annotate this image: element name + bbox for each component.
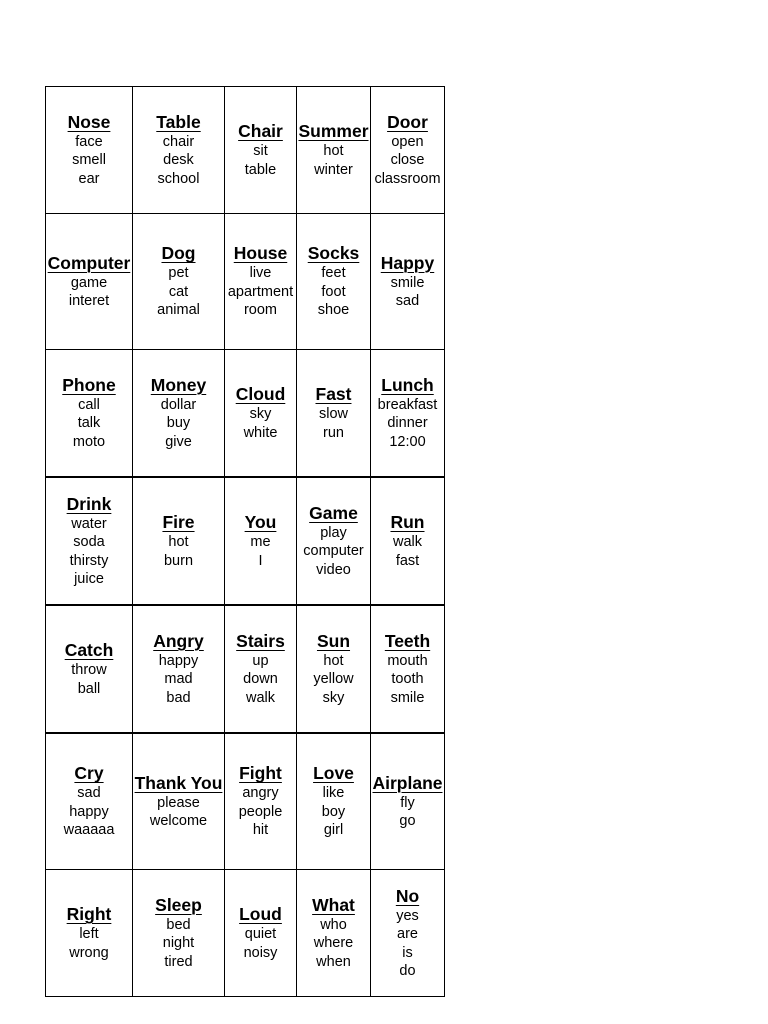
taboo-word: chair (162, 133, 195, 150)
taboo-card (297, 87, 371, 214)
card-title: Chair (238, 121, 283, 141)
card-title: Phone (62, 374, 116, 395)
card-title: No (395, 885, 420, 906)
taboo-word: classroom (374, 170, 441, 187)
taboo-word: live (249, 265, 272, 282)
taboo-word: computer (303, 543, 364, 560)
taboo-card (46, 350, 133, 478)
taboo-card (371, 87, 445, 214)
card-title: Fast (315, 384, 352, 404)
card-title: Socks (307, 243, 360, 264)
taboo-word: bad (166, 689, 191, 706)
taboo-word: face (75, 133, 103, 150)
taboo-word: ear (78, 170, 100, 187)
taboo-card (225, 214, 297, 350)
taboo-word: girl (323, 822, 344, 839)
card-title: Angry (153, 630, 204, 651)
taboo-word: pet (168, 265, 189, 282)
taboo-card (297, 350, 371, 478)
taboo-word: yellow (313, 671, 354, 688)
card-title: Door (387, 111, 428, 132)
taboo-word: moto (72, 433, 106, 450)
taboo-word: tooth (391, 671, 424, 688)
taboo-word: table (244, 161, 277, 178)
taboo-word: 12:00 (389, 433, 426, 450)
taboo-card (133, 214, 225, 350)
card-title: Loud (239, 904, 282, 924)
card-title: Love (313, 763, 354, 784)
taboo-card (297, 733, 371, 870)
taboo-word: room (243, 302, 278, 319)
taboo-word: hot (323, 143, 344, 159)
card-row (46, 733, 445, 870)
taboo-word: where (313, 935, 354, 952)
taboo-word: water (71, 515, 107, 532)
taboo-card (371, 477, 445, 605)
taboo-word: people (238, 803, 283, 820)
card-title: Teeth (384, 630, 431, 651)
taboo-word: shoe (317, 302, 350, 319)
taboo-word: walk (392, 534, 422, 550)
card-title: Stairs (236, 630, 285, 651)
taboo-word: smell (72, 152, 106, 169)
card-title: You (244, 512, 277, 532)
taboo-word: play (320, 524, 347, 541)
card-title: Thank You (134, 772, 223, 793)
taboo-word: white (243, 424, 278, 441)
taboo-word: go (399, 813, 416, 829)
taboo-word: me (250, 534, 271, 550)
taboo-word: slow (318, 406, 348, 422)
card-title: Computer (47, 252, 131, 273)
taboo-word: boy (321, 803, 346, 820)
card-title: Sun (316, 630, 351, 651)
taboo-card (133, 605, 225, 733)
card-title: Drink (66, 493, 112, 514)
card-title: Lunch (381, 374, 434, 395)
taboo-word: tired (164, 953, 193, 970)
taboo-word: mad (164, 671, 193, 688)
taboo-word: smile (390, 274, 425, 291)
taboo-card (133, 350, 225, 478)
card-title: What (312, 894, 355, 915)
taboo-word: night (162, 935, 195, 952)
taboo-word: hit (252, 822, 269, 839)
card-row (46, 870, 445, 997)
taboo-card (46, 605, 133, 733)
taboo-word: game (70, 274, 108, 291)
taboo-card (225, 605, 297, 733)
taboo-word: fly (400, 794, 415, 811)
taboo-card (46, 733, 133, 870)
card-title: Game (309, 502, 358, 523)
taboo-card (297, 870, 371, 997)
taboo-word: run (323, 424, 344, 441)
taboo-word: left (79, 926, 99, 942)
taboo-card (371, 350, 445, 478)
taboo-word: dollar (160, 396, 197, 413)
card-row (46, 214, 445, 350)
taboo-word: juice (74, 571, 104, 587)
taboo-word: apartment (227, 283, 294, 300)
card-title: Catch (64, 640, 114, 660)
taboo-card (371, 870, 445, 997)
taboo-word: dinner (387, 415, 428, 432)
taboo-card (225, 477, 297, 605)
taboo-word: like (322, 785, 345, 802)
taboo-word: angry (242, 785, 279, 802)
taboo-word: sky (322, 689, 345, 706)
card-title: Table (156, 111, 201, 132)
taboo-word: bed (166, 916, 191, 933)
taboo-word: interet (68, 293, 110, 309)
taboo-card (297, 477, 371, 605)
taboo-card (46, 214, 133, 350)
card-title: House (233, 243, 288, 264)
taboo-word: school (157, 170, 200, 187)
card-title: Cloud (235, 384, 286, 404)
taboo-card (371, 214, 445, 350)
card-title: Cry (74, 763, 104, 784)
taboo-word: please (157, 794, 200, 811)
taboo-word: are (397, 926, 418, 942)
card-title: Money (150, 374, 207, 395)
taboo-word: waaaaa (63, 822, 115, 839)
taboo-word: who (320, 916, 347, 933)
taboo-word: winter (314, 161, 353, 178)
taboo-word: close (390, 152, 425, 169)
taboo-word: sad (395, 293, 420, 309)
card-title: Fight (239, 763, 282, 784)
taboo-card (371, 733, 445, 870)
taboo-word: talk (77, 415, 101, 432)
taboo-word: smile (390, 689, 425, 706)
taboo-word: call (78, 396, 100, 413)
taboo-word: desk (163, 152, 194, 169)
card-title: Right (66, 904, 112, 924)
taboo-word: throw (71, 662, 107, 678)
taboo-word: yes (396, 907, 419, 924)
taboo-word: fast (395, 552, 420, 569)
card-title: Nose (67, 111, 111, 132)
taboo-word: down (243, 671, 278, 688)
card-title: Run (390, 512, 425, 532)
taboo-word: hot (168, 534, 189, 550)
taboo-word: welcome (149, 813, 208, 829)
taboo-word: happy (158, 652, 199, 669)
taboo-word: thirsty (69, 552, 109, 569)
taboo-card (46, 87, 133, 214)
taboo-card (46, 477, 133, 605)
card-row (46, 87, 445, 214)
taboo-word: cat (168, 283, 189, 300)
taboo-word: feet (321, 265, 346, 282)
taboo-word: walk (245, 689, 275, 706)
taboo-word: sky (249, 406, 272, 422)
taboo-word: happy (69, 803, 109, 820)
taboo-word: when (316, 953, 351, 970)
taboo-card (133, 870, 225, 997)
card-title: Sleep (155, 894, 202, 915)
taboo-word: sit (253, 143, 268, 159)
taboo-word: breakfast (377, 396, 438, 413)
card-title: Airplane (372, 772, 443, 793)
card-row (46, 350, 445, 478)
taboo-card (225, 870, 297, 997)
taboo-word: is (402, 944, 413, 961)
taboo-word: open (391, 133, 424, 150)
card-title: Fire (162, 512, 195, 532)
taboo-word: wrong (69, 944, 109, 961)
taboo-card (297, 605, 371, 733)
taboo-word: foot (321, 283, 346, 300)
taboo-card (133, 733, 225, 870)
taboo-word: animal (157, 302, 200, 319)
taboo-word: burn (163, 552, 194, 569)
card-title: Dog (161, 243, 196, 264)
taboo-card (133, 477, 225, 605)
taboo-word: give (165, 433, 192, 450)
card-row (46, 477, 445, 605)
taboo-word: noisy (243, 944, 278, 961)
card-row (46, 605, 445, 733)
taboo-word: do (399, 963, 416, 979)
taboo-word: up (252, 652, 269, 669)
taboo-card (371, 605, 445, 733)
taboo-word: hot (323, 652, 344, 669)
taboo-card (46, 870, 133, 997)
taboo-word: sad (77, 785, 101, 802)
taboo-word: video (316, 561, 351, 578)
taboo-word: ball (77, 680, 101, 697)
taboo-card-grid (45, 86, 445, 997)
taboo-word: buy (166, 415, 191, 432)
taboo-card (297, 214, 371, 350)
taboo-card (133, 87, 225, 214)
taboo-word: soda (73, 534, 105, 550)
card-title: Summer (298, 121, 369, 141)
taboo-card (225, 87, 297, 214)
taboo-card (225, 733, 297, 870)
taboo-word: quiet (244, 926, 277, 942)
taboo-word: I (258, 552, 263, 569)
card-title: Happy (380, 252, 435, 273)
taboo-word: mouth (387, 652, 428, 669)
taboo-card (225, 350, 297, 478)
